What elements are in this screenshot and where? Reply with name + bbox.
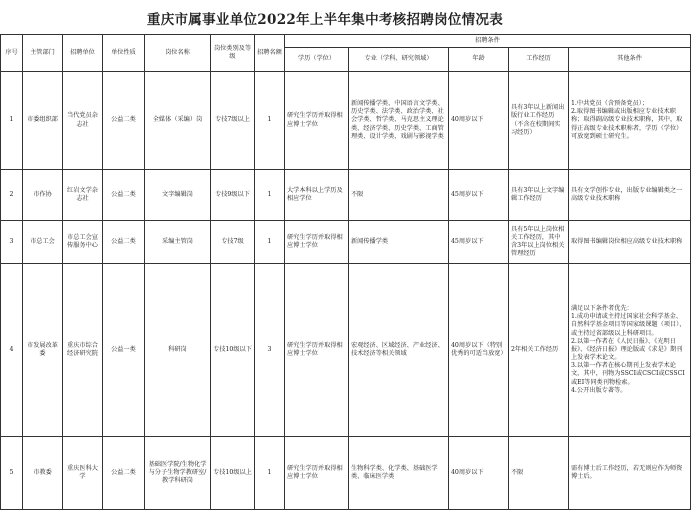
- col-header-age: 年龄: [449, 48, 509, 72]
- cell-major: 新闻传播学类、中国语言文学类、历史学类、法学类、政治学类、社会学类、哲学类、马克思主义理论类、经济学类、历史学类、工商管理类、设计学类、戏剧与影视学类: [349, 72, 449, 170]
- table-row: [1, 221, 691, 264]
- cell-experience: 不限: [509, 437, 569, 510]
- cell-dept: 市委组织部: [23, 72, 63, 170]
- cell-seq: 4: [1, 264, 23, 437]
- col-header-count: 招聘名额: [255, 35, 285, 72]
- cell-major: 新闻传播学类: [349, 221, 449, 264]
- col-header-conditions: 招聘条件: [285, 35, 691, 48]
- cell-major: 不限: [349, 170, 449, 221]
- cell-education: 研究生学历并取得相应博士学位: [285, 221, 349, 264]
- col-header-major: 专业（学科、研究领域）: [349, 48, 449, 72]
- cell-unit-type: 公益一类: [103, 264, 145, 437]
- col-header-experience: 工作经历: [509, 48, 569, 72]
- cell-post: 科研岗: [145, 264, 211, 437]
- col-header-education: 学历（学位）: [285, 48, 349, 72]
- cell-age: 45周岁以下: [449, 170, 509, 221]
- table-row: [1, 72, 691, 170]
- cell-major: 宏观经济、区域经济、产业经济、技术经济等相关领域: [349, 264, 449, 437]
- cell-education: 大学本科以上学历及相应学位: [285, 170, 349, 221]
- cell-unit: 重庆市综合经济研究院: [63, 264, 103, 437]
- cell-experience: 具有3年以上新闻出版行业工作经历（不含在校期间实习经历）: [509, 72, 569, 170]
- col-header-unit: 招聘单位: [63, 35, 103, 72]
- cell-post-level: 专技7级以上: [211, 72, 255, 170]
- cell-education: 研究生学历并取得相应博士学位: [285, 437, 349, 510]
- cell-other: 1.中共党员（含预备党员）； 2.取得图书编辑或出版相应专业技术职称；取得副高级专业技术职称，其中，取得正高级专业技术职称者，学历（学位）可放宽到硕士研究生。: [569, 72, 691, 170]
- cell-seq: 1: [1, 72, 23, 170]
- cell-education: 研究生学历并取得相应博士学位: [285, 72, 349, 170]
- cell-experience: 具有3年以上文字编辑工作经历: [509, 170, 569, 221]
- page-title: 重庆市属事业单位2022年上半年集中考核招聘岗位情况表: [146, 12, 504, 28]
- cell-unit: 重庆医科大学: [63, 437, 103, 510]
- col-header-other: 其他条件: [569, 48, 691, 72]
- cell-unit-type: 公益二类: [103, 72, 145, 170]
- cell-seq: 2: [1, 170, 23, 221]
- cell-unit-type: 公益二类: [103, 170, 145, 221]
- cell-seq: 5: [1, 437, 23, 510]
- col-header-post-level: 岗位类别及等级: [211, 35, 255, 72]
- cell-post: 采编主管岗: [145, 221, 211, 264]
- table-row: [1, 264, 691, 437]
- cell-post-level: 专技9级以下: [211, 170, 255, 221]
- cell-unit: 红岩文学杂志社: [63, 170, 103, 221]
- cell-post: 基础医学院/生物化学与分子生物学教研室/教学科研岗: [145, 437, 211, 510]
- cell-age: 40周岁以下: [449, 72, 509, 170]
- table-row: [1, 437, 691, 510]
- cell-other: 需有博士后工作经历，若无则应作为师资博士后。: [569, 437, 691, 510]
- cell-other: 取得图书编辑岗位相应高级专业技术职称: [569, 221, 691, 264]
- col-header-post: 岗位名称: [145, 35, 211, 72]
- cell-other: 具有文学创作专业，出版专业编辑类之一高级专业技术职称: [569, 170, 691, 221]
- cell-major: 生物科学类、化学类、基础医学类、临床医学类: [349, 437, 449, 510]
- cell-count: 1: [255, 437, 285, 510]
- cell-post-level: 专技10级以下: [211, 264, 255, 437]
- cell-experience: 2年相关工作经历: [509, 264, 569, 437]
- cell-age: 40周岁以下（特别优秀的可适当放宽）: [449, 264, 509, 437]
- cell-other: 满足以下条件者优先： 1.成功申请或主持过国家社会科学基金、自然科学基金项目等国家级课题（项目），或主持过省部级以上科研项目。 2.以第一作者在《人民日报》、《光明日报》、《经济日报》理论版或《求是》期刊上发表学术论文。 3.以第一作者在核心期刊上发表学术论文，其中，刊物为SSCI或CSCI或CSSCI或EI等同类刊物检索。 4.公开出版专著等。: [569, 264, 691, 437]
- cell-unit-type: 公益二类: [103, 437, 145, 510]
- cell-count: 1: [255, 72, 285, 170]
- cell-seq: 3: [1, 221, 23, 264]
- cell-age: 40周岁以下: [449, 437, 509, 510]
- cell-unit: 当代党员杂志社: [63, 72, 103, 170]
- cell-education: 研究生学历并取得相应博士学位: [285, 264, 349, 437]
- cell-dept: 市作协: [23, 170, 63, 221]
- cell-experience: 具有5年以上岗位相关工作经历，其中含3年以上岗位相关管理经历: [509, 221, 569, 264]
- header-row-1: [1, 35, 691, 48]
- cell-post-level: 专技7级: [211, 221, 255, 264]
- table-row: [1, 170, 691, 221]
- cell-dept: 市总工会: [23, 221, 63, 264]
- cell-post: 全媒体（采编）岗: [145, 72, 211, 170]
- cell-count: 1: [255, 170, 285, 221]
- cell-unit-type: 公益二类: [103, 221, 145, 264]
- cell-age: 45周岁以下: [449, 221, 509, 264]
- col-header-unit-type: 单位性质: [103, 35, 145, 72]
- cell-dept: 市发展改革委: [23, 264, 63, 437]
- cell-post: 文字编辑岗: [145, 170, 211, 221]
- cell-post-level: 专技10级以上: [211, 437, 255, 510]
- recruitment-table: [0, 34, 691, 510]
- cell-unit: 市总工会宣传服务中心: [63, 221, 103, 264]
- cell-count: 3: [255, 264, 285, 437]
- cell-count: 1: [255, 221, 285, 264]
- col-header-seq: 序号: [1, 35, 23, 72]
- cell-dept: 市教委: [23, 437, 63, 510]
- col-header-dept: 主管部门: [23, 35, 63, 72]
